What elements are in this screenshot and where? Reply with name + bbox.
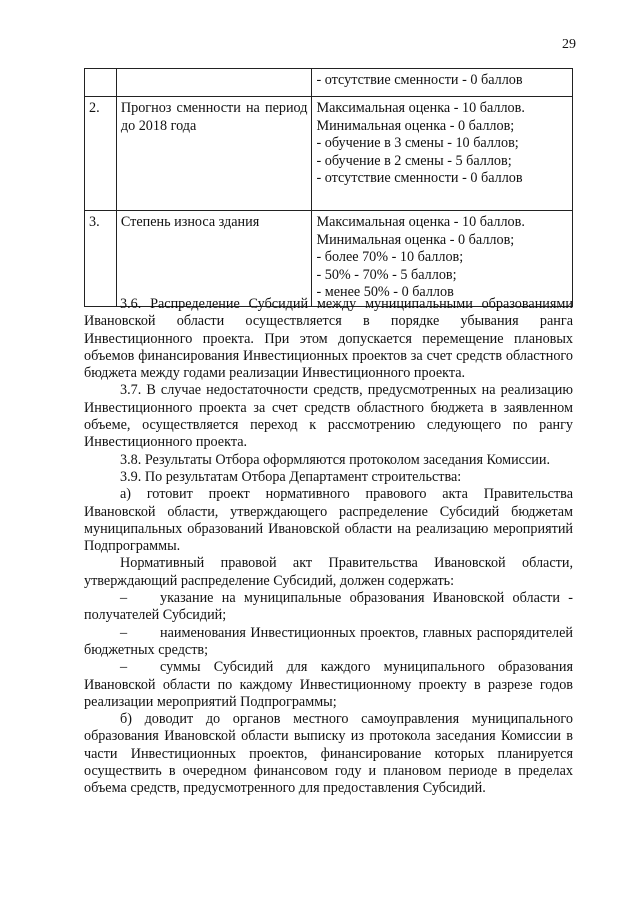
score-line: - 50% - 70% - 5 баллов; <box>316 266 457 283</box>
paragraph-3-7: 3.7. В случае недостаточности средств, предусмотренных на реализацию Инвестиционного проекта за счет средств областного бюджета в заявленном объеме, осуществляется переход к рассмотрению следующего по рангу Инвестиционного проекта. <box>84 382 573 451</box>
list-item-text: суммы Субсидий для каждого муниципального образования Ивановской области по каждому Инвестиционному проекту в разрезе годов реализации мероприятий Подпрограммы; <box>84 659 573 710</box>
dash-marker: – <box>120 624 128 641</box>
score-line: - отсутствие сменности - 0 баллов <box>316 72 523 88</box>
table-cell-number <box>85 69 117 97</box>
paragraph-3-6: 3.6. Распределение Субсидий между муниципальными образованиями Ивановской области осуществляется в порядке убывания ранга Инвестиционного проекта. При этом допускается перемещение плановых объемов финансирования Инвестиционных проектов за счет средств областного бюджета между годами реализации Инвестиционного проекта. <box>84 296 573 382</box>
table-cell-criterion: Степень износа здания <box>116 211 312 307</box>
score-line: - обучение в 3 смены - 10 баллов; <box>316 135 519 151</box>
body-text <box>84 296 573 798</box>
list-item <box>84 625 573 660</box>
table-cell-criterion <box>116 69 312 97</box>
dash-marker: – <box>120 590 128 607</box>
paragraph-3-9: 3.9. По результатам Отбора Департамент строительства: <box>120 468 462 485</box>
criteria-table <box>84 68 573 307</box>
table-cell-number: 2. <box>85 97 117 211</box>
paragraph-legal-act: Нормативный правовой акт Правительства Ивановской области, утверждающий распределение Субсидий, должен содержать: <box>84 555 573 589</box>
list-item-text: наименования Инвестиционных проектов, главных распорядителей бюджетных средств; <box>84 624 573 658</box>
score-line: Максимальная оценка - 10 баллов. <box>316 100 525 116</box>
table-cell-scores <box>312 97 573 211</box>
list-item-text: указание на муниципальные образования Ивановской области - получателей Субсидий; <box>84 590 573 624</box>
list-item <box>84 590 573 625</box>
criterion-text: Прогноз сменности на период до 2018 года <box>120 100 308 134</box>
list-item <box>84 659 573 711</box>
paragraph-b: б) доводит до органов местного самоуправления муниципального образования Ивановской области выписку из протокола заседания Комиссии в части Инвестиционных проектов, финансирование которых планируется осуществить в очередном финансовом году и плановом периоде в пределах объема средств, предусмотренного для предоставления Субсидий. <box>84 711 573 797</box>
paragraph-3-8: 3.8. Результаты Отбора оформляются протоколом заседания Комиссии. <box>120 451 550 468</box>
table-cell-number: 3. <box>85 211 117 307</box>
score-line: - обучение в 2 смены - 5 баллов; <box>316 152 512 169</box>
table-cell-criterion <box>116 97 312 211</box>
dash-marker: – <box>120 659 128 676</box>
score-line: Минимальная оценка - 0 баллов; <box>316 231 515 248</box>
score-line: Максимальная оценка - 10 баллов. <box>316 214 525 230</box>
paragraph-a: а) готовит проект нормативного правового акта Правительства Ивановской области, утверждающего распределение Субсидий бюджетам муниципальных образований Ивановской области на реализацию мероприятий Подпрограммы. <box>84 486 573 555</box>
table-row <box>85 69 573 97</box>
table-row <box>85 211 573 307</box>
table-cell-scores <box>312 211 573 307</box>
score-line: - отсутствие сменности - 0 баллов <box>316 170 523 186</box>
table-cell-scores <box>312 69 573 97</box>
score-line: Минимальная оценка - 0 баллов; <box>316 117 515 134</box>
score-line: - более 70% - 10 баллов; <box>316 249 464 265</box>
page-number: 29 <box>562 37 576 52</box>
score-line: - менее 50% - 0 баллов <box>316 284 454 300</box>
table-row <box>85 97 573 211</box>
